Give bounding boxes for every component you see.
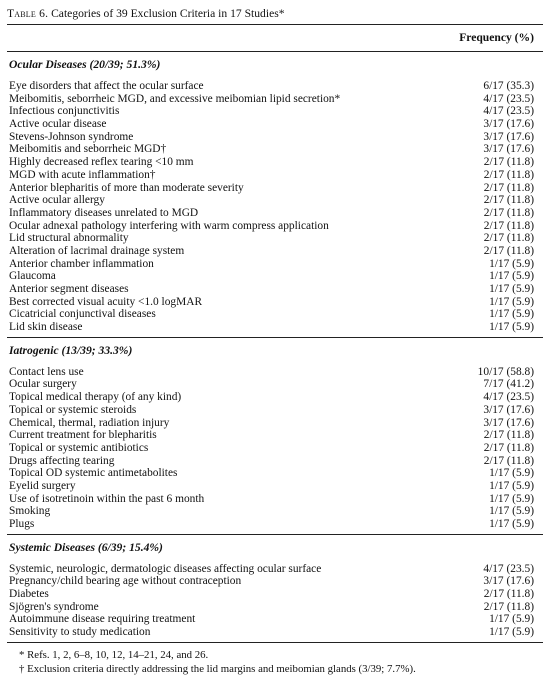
table-row bbox=[7, 613, 543, 626]
frequency-value: 2/17 (11.8) bbox=[483, 244, 534, 257]
frequency-value: 3/17 (17.6) bbox=[483, 118, 534, 131]
table-body bbox=[7, 52, 543, 642]
table-row bbox=[7, 308, 543, 321]
table-caption-text: Categories of 39 Exclusion Criteria in 17 Studies* bbox=[51, 7, 285, 20]
table-row bbox=[7, 296, 543, 309]
frequency-value: 1/17 (5.9) bbox=[489, 308, 534, 321]
table-row bbox=[7, 258, 543, 271]
table-row bbox=[7, 429, 543, 442]
criterion-label: Topical or systemic antibiotics bbox=[9, 441, 149, 454]
frequency-value: 3/17 (17.6) bbox=[483, 130, 534, 143]
frequency-value: 4/17 (23.5) bbox=[483, 391, 534, 404]
frequency-value: 2/17 (11.8) bbox=[483, 232, 534, 245]
table-row bbox=[7, 378, 543, 391]
table-row bbox=[7, 455, 543, 468]
frequency-value: 2/17 (11.8) bbox=[483, 206, 534, 219]
table-row bbox=[7, 131, 543, 144]
criterion-label: Inflammatory diseases unrelated to MGD bbox=[9, 206, 199, 219]
frequency-value: 3/17 (17.6) bbox=[483, 416, 534, 429]
frequency-value: 2/17 (11.8) bbox=[483, 181, 534, 194]
criterion-label: Autoimmune disease requiring treatment bbox=[9, 613, 196, 626]
criterion-label: Diabetes bbox=[9, 588, 49, 601]
criterion-label: Lid structural abnormality bbox=[9, 232, 129, 245]
frequency-value: 1/17 (5.9) bbox=[489, 492, 534, 505]
frequency-value: 3/17 (17.6) bbox=[483, 403, 534, 416]
table-row bbox=[7, 467, 543, 480]
table-row bbox=[7, 105, 543, 118]
table-row bbox=[7, 366, 543, 379]
criterion-label: Use of isotretinoin within the past 6 month bbox=[9, 492, 205, 505]
table-row bbox=[7, 169, 543, 182]
table-row bbox=[7, 626, 543, 639]
table-section bbox=[7, 535, 543, 642]
footnote: * Refs. 1, 2, 6–8, 10, 12, 14–21, 24, and 26. bbox=[19, 648, 209, 661]
frequency-value: 2/17 (11.8) bbox=[483, 429, 534, 442]
frequency-value: 1/17 (5.9) bbox=[489, 626, 534, 639]
table-caption bbox=[7, 6, 543, 24]
frequency-column-header: Frequency (%) bbox=[459, 31, 534, 44]
table-row bbox=[7, 404, 543, 417]
table-row bbox=[7, 417, 543, 430]
frequency-value: 2/17 (11.8) bbox=[483, 441, 534, 454]
criterion-label: Topical OD systemic antimetabolites bbox=[9, 467, 178, 480]
criterion-label: Ocular adnexal pathology interfering with warm compress application bbox=[9, 219, 329, 232]
footnote: † Exclusion criteria directly addressing the lid margins and meibomian glands (3/39; 7.7%). bbox=[19, 662, 416, 675]
table-row bbox=[7, 143, 543, 156]
criterion-label: Chemical, thermal, radiation injury bbox=[9, 416, 170, 429]
criterion-label: Meibomitis and seborrheic MGD† bbox=[9, 143, 167, 156]
table-row bbox=[7, 207, 543, 220]
criterion-label: MGD with acute inflammation† bbox=[9, 168, 156, 181]
criterion-label: Active ocular allergy bbox=[9, 194, 105, 207]
criterion-label: Infectious conjunctivitis bbox=[9, 105, 120, 118]
table-section bbox=[7, 338, 543, 534]
table-row bbox=[7, 93, 543, 106]
criterion-label: Sjögren's syndrome bbox=[9, 600, 99, 613]
criterion-label: Systemic, neurologic, dermatologic diseases affecting ocular surface bbox=[9, 562, 322, 575]
table-row bbox=[7, 518, 543, 531]
frequency-value: 2/17 (11.8) bbox=[483, 454, 534, 467]
criterion-label: Plugs bbox=[9, 518, 35, 530]
table-row bbox=[7, 588, 543, 601]
frequency-value: 2/17 (11.8) bbox=[483, 588, 534, 601]
frequency-value: 4/17 (23.5) bbox=[483, 562, 534, 575]
criterion-label: Current treatment for blepharitis bbox=[9, 429, 157, 442]
criterion-label: Highly decreased reflex tearing <10 mm bbox=[9, 156, 194, 169]
criterion-label: Sensitivity to study medication bbox=[9, 626, 151, 639]
table-header bbox=[7, 25, 543, 51]
table-row bbox=[7, 270, 543, 283]
table-row bbox=[7, 232, 543, 245]
frequency-value: 4/17 (23.5) bbox=[483, 105, 534, 118]
frequency-value: 3/17 (17.6) bbox=[483, 143, 534, 156]
criterion-label: Eye disorders that affect the ocular surface bbox=[9, 80, 204, 92]
criterion-label: Glaucoma bbox=[9, 270, 56, 283]
criterion-label: Contact lens use bbox=[9, 365, 84, 378]
table-row bbox=[7, 80, 543, 93]
table-row bbox=[7, 283, 543, 296]
criterion-label: Topical medical therapy (of any kind) bbox=[9, 391, 182, 404]
frequency-value: 1/17 (5.9) bbox=[489, 518, 534, 530]
criterion-label: Active ocular disease bbox=[9, 118, 107, 131]
frequency-value: 6/17 (35.3) bbox=[483, 80, 534, 92]
criterion-label: Topical or systemic steroids bbox=[9, 403, 137, 416]
table-row bbox=[7, 156, 543, 169]
table-row bbox=[7, 493, 543, 506]
criterion-label: Cicatricial conjunctival diseases bbox=[9, 308, 156, 321]
criterion-label: Ocular surgery bbox=[9, 378, 77, 391]
criterion-label: Smoking bbox=[9, 505, 51, 518]
frequency-value: 2/17 (11.8) bbox=[483, 219, 534, 232]
table-row bbox=[7, 442, 543, 455]
table-row bbox=[7, 391, 543, 404]
frequency-value: 1/17 (5.9) bbox=[489, 257, 534, 270]
criterion-label: Stevens-Johnson syndrome bbox=[9, 130, 134, 143]
frequency-value: 4/17 (23.5) bbox=[483, 92, 534, 105]
table-row bbox=[7, 321, 543, 334]
table-label: Table 6. bbox=[7, 7, 49, 20]
section-title: Ocular Diseases (20/39; 51.3%) bbox=[9, 58, 161, 71]
frequency-value: 2/17 (11.8) bbox=[483, 600, 534, 613]
section-title: Iatrogenic (13/39; 33.3%) bbox=[9, 343, 133, 357]
criterion-label: Meibomitis, seborrheic MGD, and excessive meibomian lipid secretion* bbox=[9, 92, 341, 105]
table-row bbox=[7, 245, 543, 258]
section-title: Systemic Diseases (6/39; 15.4%) bbox=[9, 540, 163, 554]
table-row bbox=[7, 505, 543, 518]
table-6 bbox=[7, 0, 543, 676]
criterion-label: Pregnancy/child bearing age without contraception bbox=[9, 575, 242, 588]
criterion-label: Best corrected visual acuity <1.0 logMAR bbox=[9, 295, 203, 308]
frequency-value: 1/17 (5.9) bbox=[489, 505, 534, 518]
criterion-label: Anterior blepharitis of more than moderate severity bbox=[9, 181, 244, 194]
table-row bbox=[7, 118, 543, 131]
frequency-value: 2/17 (11.8) bbox=[483, 194, 534, 207]
criterion-label: Alteration of lacrimal drainage system bbox=[9, 244, 185, 257]
frequency-value: 1/17 (5.9) bbox=[489, 613, 534, 626]
criterion-label: Anterior chamber inflammation bbox=[9, 257, 154, 270]
frequency-value: 10/17 (58.8) bbox=[477, 365, 534, 378]
table-row bbox=[7, 575, 543, 588]
frequency-value: 3/17 (17.6) bbox=[483, 575, 534, 588]
criterion-label: Lid skin disease bbox=[9, 321, 83, 334]
table-footnotes bbox=[7, 643, 543, 676]
frequency-value: 2/17 (11.8) bbox=[483, 168, 534, 181]
frequency-value: 1/17 (5.9) bbox=[489, 270, 534, 283]
criterion-label: Anterior segment diseases bbox=[9, 283, 129, 295]
frequency-value: 2/17 (11.8) bbox=[483, 156, 534, 169]
frequency-value: 1/17 (5.9) bbox=[489, 295, 534, 308]
table-row bbox=[7, 182, 543, 195]
frequency-value: 1/17 (5.9) bbox=[489, 467, 534, 480]
table-row bbox=[7, 563, 543, 576]
frequency-value: 1/17 (5.9) bbox=[489, 479, 534, 492]
table-row bbox=[7, 220, 543, 233]
table-section bbox=[7, 52, 543, 337]
frequency-value: 1/17 (5.9) bbox=[489, 321, 534, 334]
criterion-label: Drugs affecting tearing bbox=[9, 454, 115, 467]
table-row bbox=[7, 601, 543, 614]
table-row bbox=[7, 480, 543, 493]
frequency-value: 1/17 (5.9) bbox=[489, 283, 534, 295]
criterion-label: Eyelid surgery bbox=[9, 479, 76, 492]
frequency-value: 7/17 (41.2) bbox=[483, 378, 534, 391]
table-row bbox=[7, 194, 543, 207]
